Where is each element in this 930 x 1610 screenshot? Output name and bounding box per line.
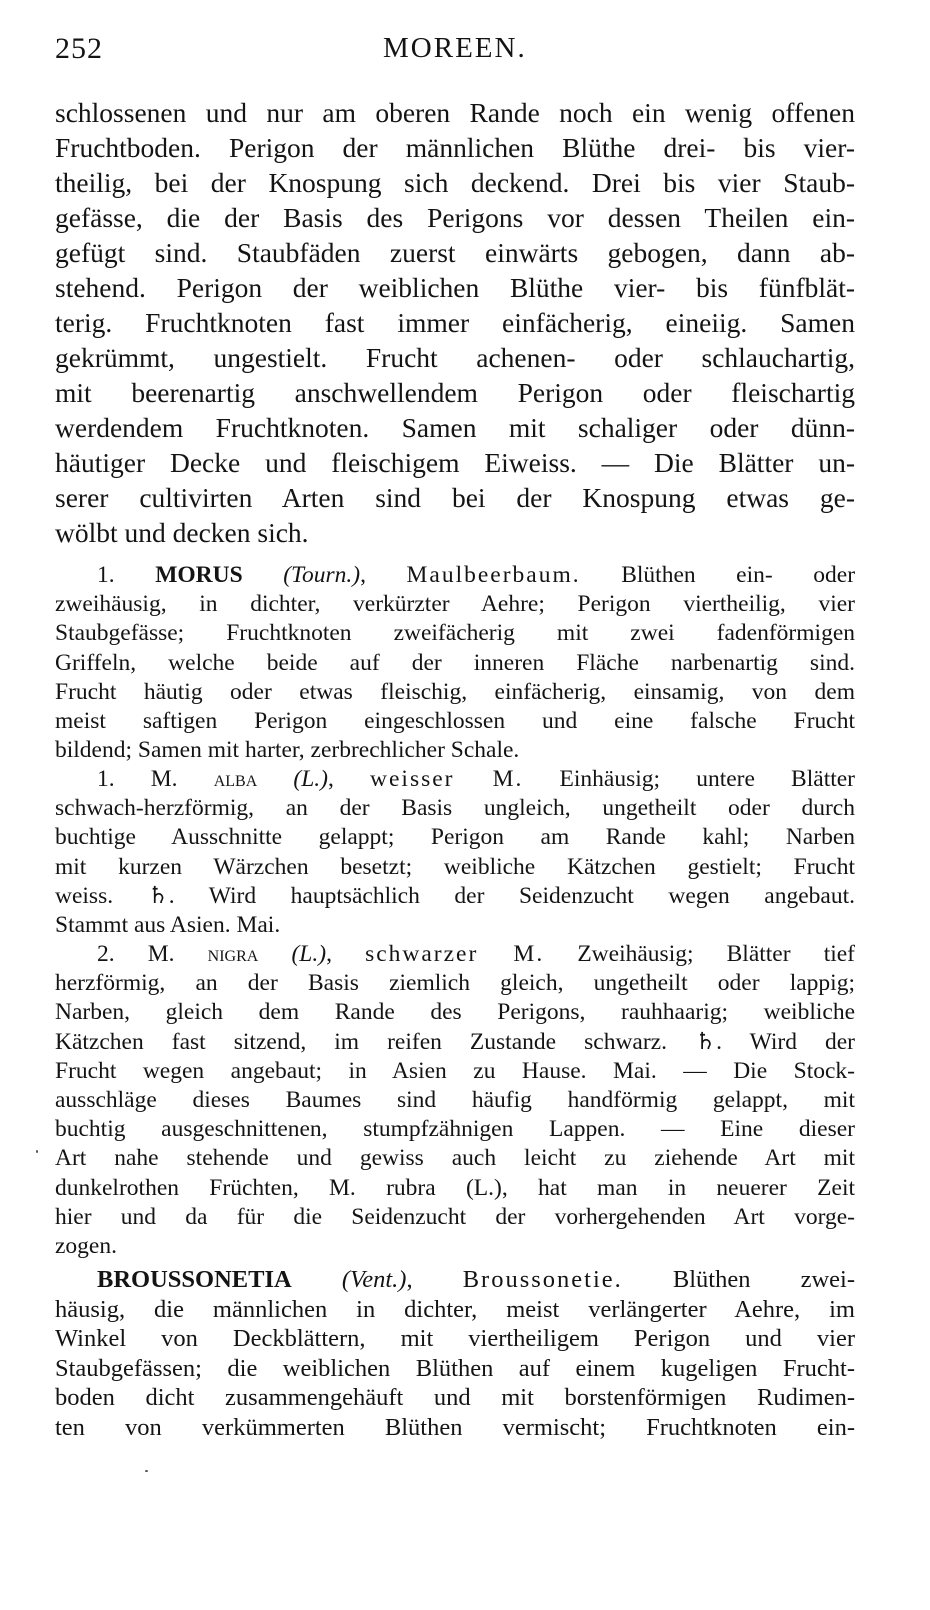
- text-line: hier und da für die Seidenzucht der vorhergehenden Art vorge-: [55, 1203, 855, 1230]
- species-heading-line: 1. M. alba (L.), weisser M. Einhäusig; untere Blätter: [97, 766, 856, 792]
- species-common-name: weisser M.: [370, 766, 524, 792]
- text-line: gekrümmt, ungestielt. Frucht achenen- oder schlauchartig,: [55, 342, 855, 373]
- genus-description-start: Blüthen ein- oder: [621, 562, 856, 588]
- genus-heading-line: BROUSSONETIA (Vent.), Broussonetie. Blüthen zwei-: [97, 1266, 855, 1293]
- text-line: terig. Fruchtknoten fast immer einfächerig, eineiig. Samen: [55, 307, 855, 338]
- text-line: gefügt sind. Staubfäden zuerst einwärts gebogen, dann ab-: [55, 237, 855, 268]
- intro-paragraph: [55, 95, 855, 550]
- species-name: nigra: [207, 941, 259, 967]
- text-line: weiss. ♄. Wird hauptsächlich der Seidenzucht wegen angebaut.: [55, 882, 855, 909]
- text-line: theilig, bei der Knospung sich deckend. Drei bis vier Staub-: [55, 167, 855, 198]
- text-line: mit kurzen Wärzchen besetzt; weibliche Kätzchen gestielt; Frucht: [55, 853, 855, 880]
- print-speck: [145, 1470, 148, 1472]
- genus-number: 1.: [97, 562, 115, 588]
- text-line: dunkelrothen Früchten, M. rubra (L.), hat man in neuerer Zeit: [55, 1174, 855, 1201]
- text-line: Griffeln, welche beide auf der inneren Fläche narbenartig sind.: [55, 649, 855, 676]
- text-line: herzförmig, an der Basis ziemlich gleich, ungetheilt oder lappig;: [55, 970, 855, 997]
- text-line: meist saftigen Perigon eingeschlossen und eine falsche Frucht: [55, 707, 855, 734]
- species-name: alba: [213, 766, 258, 792]
- genus-common-name: Broussonetie.: [462, 1266, 623, 1293]
- text-line: stehend. Perigon der weiblichen Blüthe vier- bis fünfblät-: [55, 272, 855, 303]
- genus-abbreviation: M.: [147, 941, 175, 967]
- genus-name: MORUS: [155, 562, 243, 588]
- species-number: 2.: [97, 941, 115, 967]
- text-line: zweihäusig, in dichter, verkürzter Aehre; Perigon viertheilig, vier: [55, 591, 855, 618]
- text-line: buchtig ausgeschnittenen, stumpfzähnigen Lappen. — Eine dieser: [55, 1116, 855, 1143]
- text-line: Stammt aus Asien. Mai.: [55, 911, 281, 938]
- species-authority: (L.): [291, 941, 327, 967]
- genus-heading-line: 1. MORUS (Tourn.), Maulbeerbaum. Blüthen ein- oder: [97, 562, 856, 588]
- genus-common-name: Maulbeerbaum.: [406, 562, 581, 588]
- genus-description-start: Blüthen zwei-: [672, 1266, 855, 1293]
- genus-morus-entry: [55, 561, 855, 765]
- text-line: werdendem Fruchtknoten. Samen mit schaliger oder dünn-: [55, 412, 855, 443]
- text-line: ten von verkümmerten Blüthen vermischt; Fruchtknoten ein-: [55, 1413, 855, 1441]
- species-alba-entry: [55, 765, 855, 940]
- text-line: zogen.: [55, 1232, 117, 1259]
- text-line: mit beerenartig anschwellendem Perigon oder fleischartig: [55, 377, 855, 408]
- text-line: Staubgefässen; die weiblichen Blüthen auf einem kugeligen Frucht-: [55, 1354, 855, 1382]
- text-line: schwach-herzförmig, an der Basis ungleich, ungetheilt oder durch: [55, 795, 855, 822]
- species-heading-line: 2. M. nigra (L.), schwarzer M. Zweihäusig; Blätter tief: [97, 941, 856, 967]
- text-line: Winkel von Deckblättern, mit viertheiligem Perigon und vier: [55, 1325, 855, 1352]
- print-speck: [36, 1150, 38, 1153]
- text-line: wölbt und decken sich.: [55, 517, 309, 548]
- text-line: Art nahe stehende und gewiss auch leicht zu ziehende Art mit: [55, 1145, 855, 1172]
- genus-authority: (Tourn.): [283, 562, 361, 588]
- species-number: 1.: [97, 766, 115, 792]
- text-line: häutiger Decke und fleischigem Eiweiss. — Die Blätter un-: [55, 447, 855, 478]
- text-line: Frucht wegen angebaut; in Asien zu Hause. Mai. — Die Stock-: [55, 1057, 855, 1084]
- running-head: [55, 32, 855, 72]
- text-line: Narben, gleich dem Rande des Perigons, rauhhaarig; weibliche: [55, 999, 855, 1026]
- text-line: häusig, die männlichen in dichter, meist verlängerter Aehre, im: [55, 1295, 855, 1323]
- species-authority: (L.): [293, 766, 328, 792]
- page-number: 252: [55, 32, 103, 65]
- text-line: Kätzchen fast sitzend, im reifen Zustande schwarz. ♄. Wird der: [55, 1028, 855, 1055]
- text-line: boden dicht zusammengehäuft und mit borstenförmigen Rudimen-: [55, 1384, 855, 1411]
- text-line: buchtige Ausschnitte gelappt; Perigon am Rande kahl; Narben: [55, 824, 855, 851]
- text-line: Staubgefässe; Fruchtknoten zweifächerig mit zwei fadenförmigen: [55, 620, 855, 647]
- species-description-start: Einhäusig; untere Blätter: [559, 766, 856, 792]
- text-line: schlossenen und nur am oberen Rande noch ein wenig offenen: [55, 97, 855, 128]
- text-line: bildend; Samen mit harter, zerbrechlicher Schale.: [55, 737, 520, 764]
- text-line: gefässe, die der Basis des Perigons vor dessen Theilen ein-: [55, 202, 855, 233]
- text-line: ausschläge dieses Baumes sind häufig handförmig gelappt, mit: [55, 1086, 855, 1113]
- genus-name: BROUSSONETIA: [97, 1266, 292, 1293]
- text-line: Frucht häutig oder etwas fleischig, einfächerig, einsamig, von dem: [55, 678, 855, 705]
- species-common-name: schwarzer M.: [365, 941, 545, 967]
- genus-abbreviation: M.: [150, 766, 178, 792]
- text-line: Fruchtboden. Perigon der männlichen Blüthe drei- bis vier-: [55, 132, 855, 163]
- species-description-start: Zweihäusig; Blätter tief: [577, 941, 856, 967]
- text-line: serer cultivirten Arten sind bei der Knospung etwas ge-: [55, 482, 855, 513]
- genus-authority: (Vent.): [341, 1266, 407, 1293]
- species-nigra-entry: [55, 940, 855, 1261]
- page-header-title: MOREEN.: [383, 32, 527, 64]
- genus-broussonetia-entry: [55, 1265, 855, 1442]
